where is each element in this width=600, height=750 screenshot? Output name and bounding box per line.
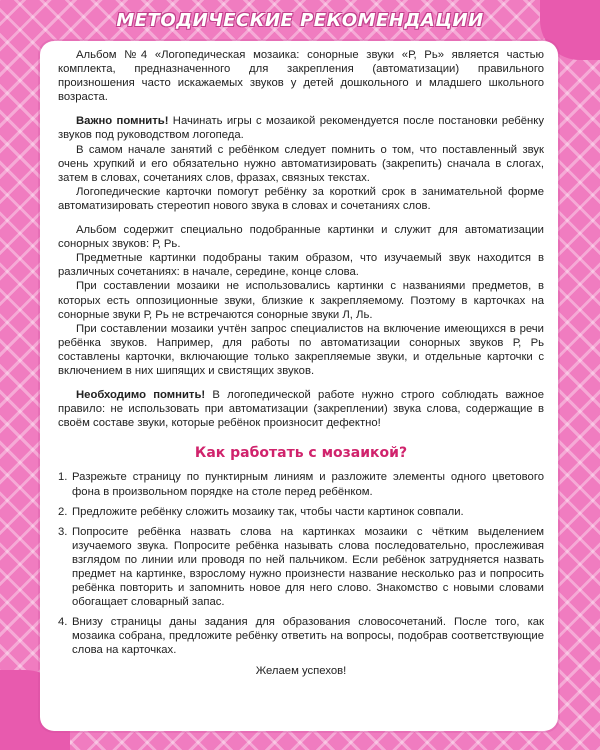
- paragraph: Предметные картинки подобраны таким образом, что изучаемый звук находится в различных сочетаниях: в начале, середине, конце слова.: [58, 252, 544, 279]
- step-number: 1.: [58, 471, 68, 484]
- list-item: [58, 470, 544, 498]
- step-text: Разрежьте страницу по пунктирным линиям и разложите элементы одного цветового фона в произвольном порядке на столе перед ребёнком.: [72, 471, 544, 498]
- necessary-paragraph: [58, 388, 544, 430]
- paragraph: Логопедические карточки помогут ребёнку за короткий срок в занимательной форме автоматизировать стереотип нового звука в словах и сочетаниях слов.: [58, 185, 544, 212]
- list-item: [58, 615, 544, 657]
- step-text: Внизу страницы даны задания для образования словосочетаний. После того, как мозаика собрана, предложите ребёнку ответить на вопросы, подобрав соответствующие слова на карточках.: [72, 616, 544, 657]
- paragraph: При составлении мозаики учтён запрос специалистов на включение имеющихся в речи ребёнка звуков. Например, для работы по автоматизации сонорных звуков Р, Рь составлены карточки, включающие только закрепляемые звуки, и отдельные карточки с включением в них шипящих и свистящих звуков.: [58, 322, 544, 377]
- step-text: Попросите ребёнка назвать слова на картинках мозаики с чётким выделением изучаемого звука. Попросите ребёнка называть слова последовательно, прослеживая взглядом по линии или проводя по ней пальчиком. Если ребёнок затрудняется назвать предмет на картинке, взрослому нужно произнести название несколько раз и попросить ребёнка повторить и запомнить новое для него слово. Знакомство с новыми словами обогащает словарный запас.: [72, 525, 544, 609]
- important-paragraph: [58, 114, 544, 142]
- paragraph: При составлении мозаики не использовались картинки с названиями предметов, в которых есть оппозиционные звуки, близкие к закрепляемому. Поэтому в карточках на сонорные звуки Р, Рь не встречаются сонорные звуки Л, Ль.: [58, 280, 544, 321]
- step-number: 4.: [58, 616, 68, 629]
- list-item: [58, 525, 544, 610]
- necessary-label: Необходимо помнить!: [76, 389, 206, 402]
- important-text: Начинать игры с мозаикой рекомендуется после постановки ребёнку звуков под руководством логопеда.: [58, 115, 544, 142]
- instructions-list: [58, 470, 544, 657]
- step-number: 3.: [58, 525, 68, 538]
- step-number: 2.: [58, 505, 68, 518]
- important-label: Важно помнить!: [76, 115, 169, 128]
- album-content-paragraph: Альбом содержит специально подобранные картинки и служит для автоматизации сонорных звуков: Р, Рь.: [58, 224, 544, 251]
- necessary-text: В логопедической работе нужно строго соблюдать важное правило: не использовать при автоматизации (закреплении) звука слова, содержащие в своём составе звуки, которые ребёнок произносит дефектно!: [58, 389, 544, 430]
- document-body: [58, 48, 544, 678]
- list-item: [58, 505, 544, 519]
- paragraph: В самом начале занятий с ребёнком следует помнить о том, что поставленный звук очень хрупкий и его обязательно нужно автоматизировать (закрепить) сначала в слогах, затем в словах, сочетаниях слов, фразах, связных текстах.: [58, 143, 544, 184]
- intro-paragraph: Альбом №4 «Логопедическая мозаика: сонорные звуки «Р, Рь» является частью комплекта, предназначенного для закрепления (автоматизации) правильного произношения часто искажаемых звуков у детей дошкольного и младшего школьного возраста.: [58, 49, 544, 104]
- signoff: Желаем успехов!: [255, 664, 347, 677]
- step-text: Предложите ребёнку сложить мозаику так, чтобы части картинок совпали.: [72, 505, 464, 518]
- page-title: МЕТОДИЧЕСКИЕ РЕКОМЕНДАЦИИ: [116, 10, 484, 31]
- how-to-heading: Как работать с мозаикой?: [194, 445, 408, 462]
